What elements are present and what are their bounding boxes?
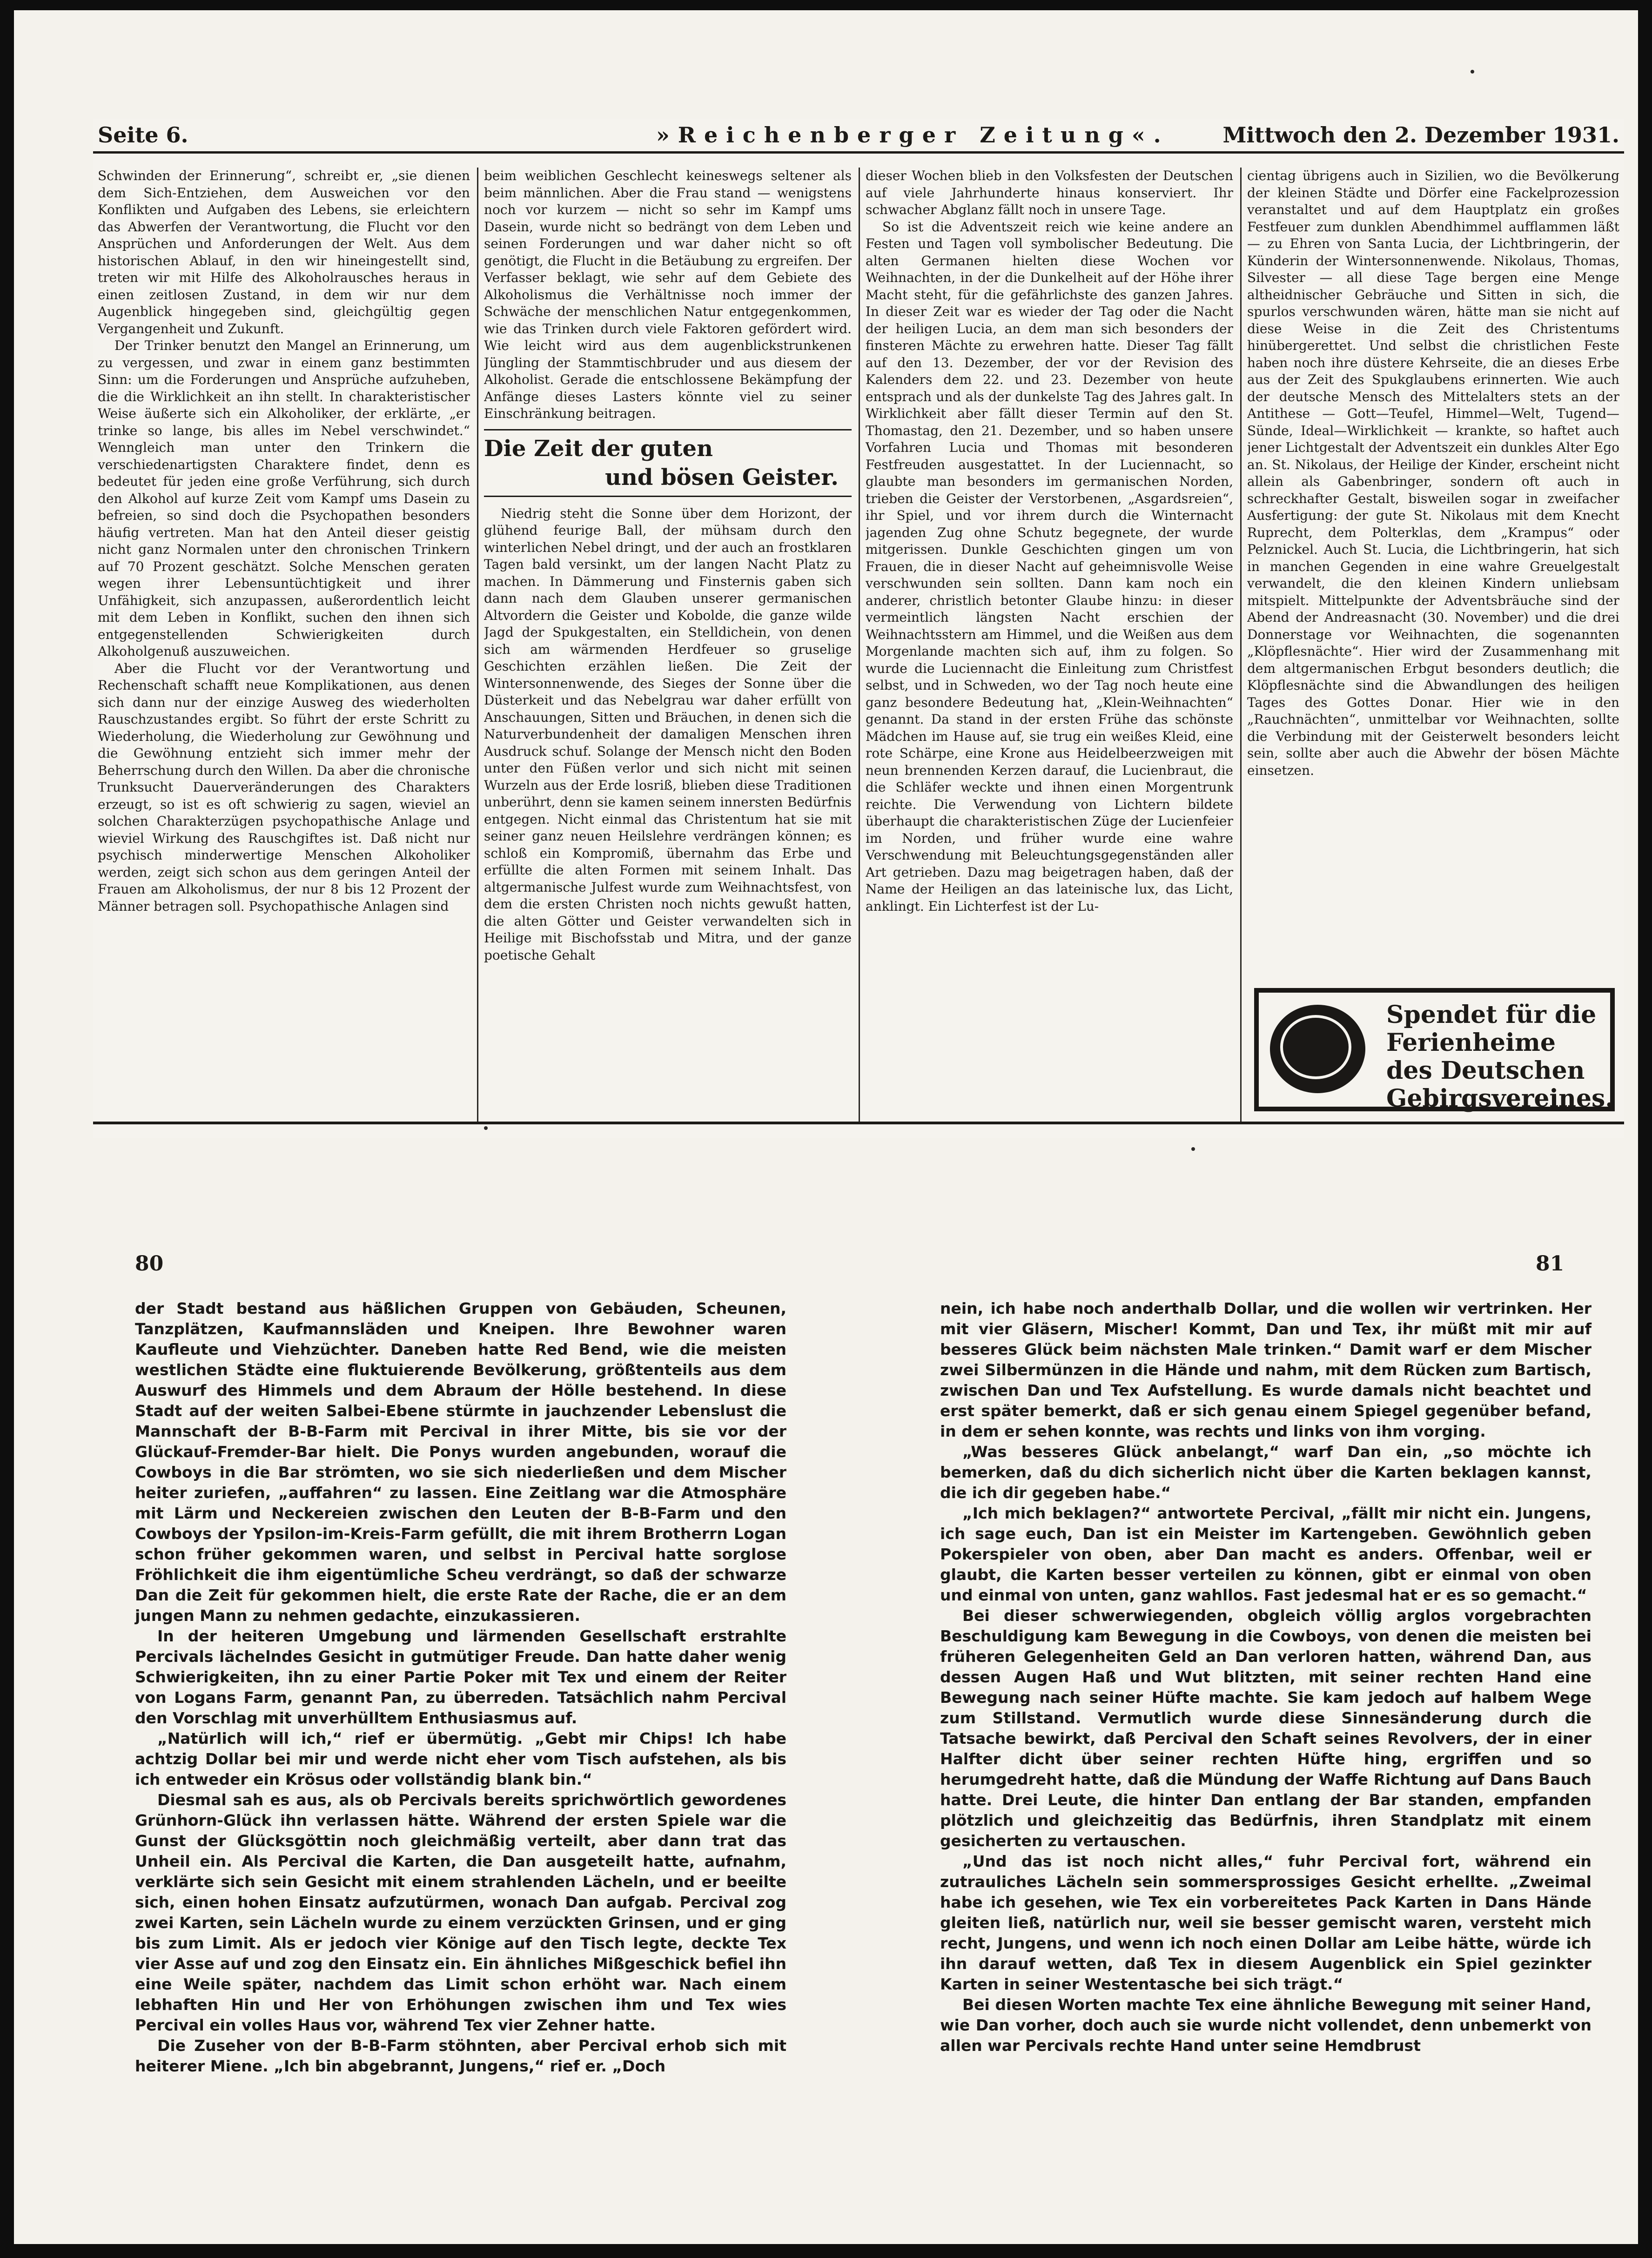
paragraph: So ist die Adventszeit reich wie keine andere an Festen und Tagen voll symbolischer Bedeutung. Die alten Germanen hielten diese Wochen vor Weihnachten, in der die Dunkelheit auf der Höhe ihrer Macht steht, für die gefährlichste des ganzen Jahres. In dieser Zeit war es wieder der Tag oder die Nacht der heiligen Lucia, an dem man sich besonders der finsteren Mächte zu erwehren hatte. Dieser Tag fällt auf den 13. Dezember, der vor der Revision des Kalenders dem 22. und 23. Dezember von heute entsprach und als der dunkelste Tag des Jahres galt. In Wirklichkeit aber fällt dieser Termin auf den St. Thomastag, den 21. Dezember, und so haben unsere Vorfahren Lucia und Thomas mit besonderen Festfreuden ausgestattet. In der Luciennacht, so glaubte man besonders im germanischen Norden, trieben die Geister der Verstorbenen, „Asgardsreien“, ihr Spiel, und vor ihrem durch die Winternacht jagenden Zug ohne Schutz begegnete, der wurde mitgerissen. Dunkle Geschichten gingen um von Frauen, die in dieser Nacht auf geheimnisvolle Weise verschwunden sein sollten. Dann kam noch ein anderer, christlich betonter Glaube hinzu: in dieser vermeintlich längsten Nacht erschien der Weihnachtsstern am Himmel, und die Weißen aus dem Morgenlande machten sich auf, ihm zu folgen. So wurde die Luciennacht die Einleitung zum Christfest selbst, und in Schweden, wo der Tag noch heute eine ganz besondere Bedeutung hat, „Klein-Weihnachten“ genannt. Da stand in der ersten Frühe das schönste Mädchen im Hause auf, sie trug ein weißes Kleid, eine rote Schärpe, eine Krone aus Heidelbeerzweigen mit neun brennenden Kerzen darauf, die Lucienbraut, die die Schläfer weckte und ihnen einen Morgentrunk reichte. Die Verwendung von Lichtern bildete überhaupt die charakteristischen Züge der Lucienfeier im Norden, und früher wurde eine wahre Verschwendung mit Beleuchtungsgegenständen aller Art getrieben. Dazu mag beigetragen haben, daß der Name der Heiligen an das lateinische lux, das Licht, anklingt. Ein Lichterfest ist der Lu-	[866, 219, 1233, 914]
masthead: »Reichenberger Zeitung«.	[656, 122, 1169, 148]
column-4	[1247, 168, 1619, 977]
paragraph: cientag übrigens auch in Sizilien, wo die Bevölkerung der kleinen Städte und Dörfer eine Fackelprozession veranstaltet und auf dem Hauptplatz ein großes Festfeuer zum dunklen Abendhimmel aufflammen läßt — zu Ehren von Santa Lucia, der Lichtbringerin, der Künderin der Wintersonnenwende. Nikolaus, Thomas, Silvester — all diese Tage bergen eine Menge altheidnischer Gebräuche und Sitten in sich, die spurlos verschwunden wären, hätte man sie nicht auf diese Weise in die Zeit des Christentums hinübergerettet. Und selbst die christlichen Feste haben noch ihre düstere Kehrseite, die an dieses Erbe aus der Zeit des Spukglaubens erinnerten. Wie auch der deutsche Mensch des Mittelalters stets an der Antithese — Gott—Teufel, Himmel—Welt, Tugend—Sünde, Ideal—Wirklichkeit — krankte, so haftet auch jener Lichtgestalt der Adventszeit ein dunkles Alter Ego an. St. Nikolaus, der Heilige der Kinder, erscheint nicht allein als Gabenbringer, sondern oft auch in schreckhafter Gestalt, bisweilen sogar in zweifacher Ausfertigung: der gute St. Nikolaus mit dem Knecht Ruprecht, dem Polterklas, dem „Krampus“ oder Pelznickel. Auch St. Lucia, die Lichtbringerin, hat sich in manchen Gegenden in eine wahre Greuelgestalt verwandelt, die den kleinen Kindern unliebsam mitspielt. Mittelpunkte der Adventsbräuche sind der Abend der Andreasnacht (30. November) und die drei Donnerstage vor Weihnachten, die sogenannten „Klöpflesnächte“. Hier wird der Zusammenhang mit dem altgermanischen Erbgut besonders deutlich; die Klöpflesnächte sind die Abwandlungen des heiligen Tages des Gottes Donar. Hier wie in den „Rauchnächten“, unmittelbar vor Weihnachten, sollte die Verbindung mit der Geisterwelt besonders leicht sein, sollte aber auch die Abwehr der bösen Mächte einsetzen.	[1247, 168, 1619, 778]
paragraph: der Stadt bestand aus häßlichen Gruppen von Gebäuden, Scheunen, Tanzplätzen, Kaufmannsläden und Kneipen. Ihre Bewohner waren Kaufleute und Viehzüchter. Daneben hatte Red Bend, wie die meisten westlichen Städte eine fluktuierende Bevölkerung, größtenteils aus dem Auswurf des Himmels und dem Abraum der Hölle bestehend. In diese Stadt auf der weiten Salbei-Ebene stürmte in jauchzender Lebenslust die Mannschaft der B-B-Farm mit Percival in ihrer Mitte, bis sie vor der Glückauf-Fremder-Bar hielt. Die Ponys wurden angebunden, worauf die Cowboys in die Bar strömten, wo sie sich niederließen und dem Mischer heiter zuriefen, „auffahren“ zu lassen. Eine Zeitlang war die Atmosphäre mit Lärm und Neckereien zwischen den Leuten der B-B-Farm und den Cowboys der Ypsilon-im-Kreis-Farm gefüllt, die mit ihrem Brotherrn Logan schon früher gekommen waren, und selbst in Percival hatte sorglose Fröhlichkeit die ihm eigentümliche Scheu verdrängt, so daß der schwarze Dan die Zeit für gekommen hielt, die erste Rate der Rache, die er an dem jungen Mann zu nehmen gedachte, einzukassieren.	[135, 1299, 786, 1625]
paragraph: Diesmal sah es aus, als ob Percivals bereits sprichwörtlich gewordenes Grünhorn-Glück ihn verlassen hätte. Während der ersten Spiele war die Gunst der Glücksgöttin noch gleichmäßig verteilt, aber dann trat das Unheil ein. Als Percival die Karten, die Dan ausgeteilt hatte, aufnahm, verklärte sich sein Gesicht mit einem strahlenden Lächeln, und er beeilte sich, einen hohen Einsatz aufzutürmen, wonach Dan aufgab. Percival zog zwei Karten, sein Lächeln wurde zu einem verzückten Grinsen, und er ging bis zum Limit. Als er jedoch vier Könige auf den Tisch legte, deckte Tex vier Asse auf und zog den Einsatz ein. Ein ähnliches Mißgeschick befiel ihn eine Weile später, nachdem das Limit schon erhöht war. Nach einem lebhaften Hin und Her von Erhöhungen zwischen ihm und Tex wies Percival ein volles Haus vor, während Tex vier Zehner hatte.	[135, 1791, 786, 2034]
article-title-line: und bösen Geister.	[605, 464, 839, 491]
book-page-left	[135, 1298, 786, 2229]
page-bottom-rule	[93, 1122, 1624, 1124]
column-rule	[859, 168, 860, 1122]
scan-speck	[1191, 1147, 1195, 1151]
column-rule	[477, 168, 478, 1122]
paragraph: „Was besseres Glück anbelangt,“ warf Dan ein, „so möchte ich bemerken, daß du dich sicherlich nicht über die Karten beklagen kannst, die ich dir gegeben habe.“	[940, 1443, 1592, 1502]
issue-date: Mittwoch den 2. Dezember 1931.	[1222, 122, 1619, 148]
paragraph: nein, ich habe noch anderthalb Dollar, und die wollen wir vertrinken. Her mit vier Gläsern, Mischer! Kommt, Dan und Tex, ihr müßt mit mir auf besseres Glück beim nächsten Male trinken.“ Damit warf er dem Mischer zwei Silbermünzen in die Hände und nahm, mit dem Rücken zum Bartisch, zwischen Dan und Tex Aufstellung. Es wurde damals nicht beachtet und erst später bemerkt, daß er sich genau einem Spiegel gegenüber befand, in dem er sehen konnte, was rechts und links von ihm vorging.	[940, 1299, 1592, 1440]
paragraph: „Und das ist noch nicht alles,“ fuhr Percival fort, während ein zutrauliches Lächeln sein sommersprossiges Gesicht erhellte. „Zweimal habe ich gesehen, wie Tex ein vorbereitetes Pack Karten in Dans Hände gleiten ließ, natürlich nur, weil sie besser gemischt waren, versteht mich recht, Jungens, und wenn ich noch einen Dollar am Leibe hätte, würde ich ihn darauf wetten, daß Tex in diesem Augenblick ein Spiel gezinkter Karten in seiner Westentasche bei sich trägt.“	[940, 1852, 1592, 1993]
association-emblem-icon	[1270, 1005, 1365, 1093]
page-label: Seite 6.	[98, 122, 188, 148]
column-3	[866, 168, 1233, 1117]
article-title-line: Die Zeit der guten	[484, 435, 713, 462]
advertisement	[1254, 988, 1615, 1111]
paragraph: Der Trinker benutzt den Mangel an Erinnerung, um zu vergessen, und zwar in einem ganz bestimmten Sinn: um die Forderungen und Ansprüche aufzuheben, die die Wirklichkeit an ihn stellt. In charakteristischer Weise äußerte sich ein Alkoholiker, der erklärte, „er trinke so lange, bis alles im Nebel verschwindet.“ Wenngleich man unter den Trinkern die verschiedenartigsten Charaktere findet, denn es bedeutet für jeden eine große Verführung, sich durch den Alkohol auf kurze Zeit vom Kampf ums Dasein zu befreien, so sind doch die Psychopathen besonders häufig vertreten. Man hat den Anteil dieser geistig nicht ganz Normalen unter den chronischen Trinkern auf 70 Prozent geschätzt. Solche Menschen geraten wegen ihrer Lebensuntüchtigkeit und ihrer Unfähigkeit, sich anzupassen, außerordentlich leicht mit dem Leben in Konflikt, suchen den ihnen sich entgegenstellenden Schwierigkeiten durch Alkoholgenuß auszuweichen.	[98, 338, 470, 659]
paragraph: Bei diesen Worten machte Tex eine ähnliche Bewegung mit seiner Hand, wie Dan vorher, doch auch sie wurde nicht vollendet, denn unbemerkt von allen war Percivals rechte Hand unter seine Hemdbrust	[940, 1996, 1592, 2055]
scan-speck	[1471, 70, 1474, 74]
article-title	[484, 429, 852, 497]
ad-text: Spendet für die Ferienheime des Deutschen Gebirgsvereines.	[1386, 1001, 1614, 1113]
column-1	[98, 168, 470, 1117]
paragraph: Aber die Flucht vor der Verantwortung und Rechenschaft schafft neue Komplikationen, aus denen sich dann nur der einzige Ausweg des wiederholten Rauschzustandes ergibt. So führt der erste Schritt zu Wiederholung, die Wiederholung zur Gewöhnung und die Gewöhnung entzieht sich immer mehr der Beherrschung durch den Willen. Da aber die chronische Trunksucht Dauerveränderungen des Charakters erzeugt, so ist es oft schwierig zu sagen, wieviel an solchen Charakterzügen psychopathische Anlage und wieviel Wirkung des Rauschgiftes ist. Daß nicht nur psychisch minderwertige Menschen Alkoholiker werden, zeigt sich schon aus dem geringen Anteil der Frauen am Alkoholismus, der nur 8 bis 12 Prozent der Männer betragen soll. Psychopathische Anlagen sind	[98, 660, 470, 914]
paragraph: Niedrig steht die Sonne über dem Horizont, der glühend feurige Ball, der mühsam durch den winterlichen Nebel dringt, und der auch an frostklaren Tagen bald versinkt, um der langen Nacht Platz zu machen. In Dämmerung und Finsternis gaben sich dann nach dem Glauben unserer germanischen Altvordern die Geister und Kobolde, die ganze wilde Jagd der Spukgestalten, ein Stelldichein, von denen sich am wärmenden Herdfeuer so gruselige Geschichten erzählen ließen. Die Zeit der Wintersonnenwende, des Sieges der Sonne über die Düsterkeit und das Nebelgrau war daher erfüllt von Anschauungen, Sitten und Bräuchen, in denen sich die Naturverbundenheit der damaligen Menschen ihren Ausdruck schuf. Solange der Mensch nicht den Boden unter den Füßen verlor und sich nicht mit seinen Wurzeln aus der Erde losriß, blieben diese Traditionen unberührt, denn sie kamen seinem innersten Bedürfnis entgegen. Nicht einmal das Christentum hat sie mit seiner ganz neuen Heilslehre verdrängen können; es schloß ein Kompromiß, übernahm das Erbe und erfüllte die alten Formen mit seinem Inhalt. Das altgermanische Julfest wurde zum Weihnachtsfest, von dem die ersten Christen noch nichts gewußt hatten, die alten Götter und Geister verwandelten sich in Heilige mit Bischofsstab und Mitra, und der ganze poetische Gehalt	[484, 505, 852, 963]
paragraph: beim weiblichen Geschlecht keineswegs seltener als beim männlichen. Aber die Frau stand — wenigstens noch vor kurzem — nicht so sehr im Kampf ums Dasein, wurde nicht so bedrängt von dem Leben und seinen Forderungen und war daher nicht so oft genötigt, die Flucht in die Betäubung zu ergreifen. Der Verfasser beklagt, wie sehr auf dem Gebiete des Alkoholismus die Verhältnisse noch immer der Schwäche der menschlichen Natur entgegenkommen, wie das Trinken durch viele Faktoren gefördert wird. Wie leicht wird aus dem augenblickstrunkenen Jüngling der Stammtischbruder und aus diesem der Alkoholist. Gerade die entschlossene Bekämpfung der Anfänge dieses Lasters könnte viel zu seiner Einschränkung beitragen.	[484, 168, 852, 421]
paragraph: dieser Wochen blieb in den Volksfesten der Deutschen auf viele Jahrhunderte hinaus konserviert. Ihr schwacher Abglanz fällt noch in unsere Tage.	[866, 168, 1233, 217]
newspaper-header	[93, 119, 1624, 154]
paragraph: Schwinden der Erinnerung“, schreibt er, „sie dienen dem Sich-Entziehen, dem Ausweichen vor den Konflikten und Aufgaben des Lebens, sie erleichtern das Abwerfen der Verantwortung, die Flucht vor den Ansprüchen und Anforderungen der Welt. Aus dem historischen Ablauf, in den wir hineingestellt sind, treten wir mit Hilfe des Alkoholrausches heraus in einen zeitlosen Zustand, in dem wir nur dem Augenblick hingegeben sind, gleichgültig gegen Vergangenheit und Zukunft.	[98, 168, 470, 336]
paragraph: „Ich mich beklagen?“ antwortete Percival, „fällt mir nicht ein. Jungens, ich sage euch, Dan ist ein Meister im Kartengeben. Gewöhnlich geben Pokerspieler von oben, aber Dan macht es anders. Offenbar, weil er glaubt, die Karten besser verteilen zu können, gibt er einmal von oben und einmal von unten, ganz wahllos. Fast jedesmal hat er es so gemacht.“	[940, 1504, 1592, 1604]
column-rule	[1240, 168, 1242, 1122]
paragraph: Die Zuseher von der B-B-Farm stöhnten, aber Percival erhob sich mit heiterer Miene. „Ich bin abgebrannt, Jungens,“ rief er. „Doch	[135, 2036, 786, 2075]
column-2	[484, 168, 852, 1117]
newspaper-page	[93, 119, 1624, 1138]
page-number-left: 80	[135, 1252, 164, 1276]
paragraph: „Natürlich will ich,“ rief er übermütig. „Gebt mir Chips! Ich habe achtzig Dollar bei mir und werde nicht eher vom Tisch aufstehen, als bis ich entweder ein Krösus oder vollständig blank bin.“	[135, 1729, 786, 1788]
page-number-right: 81	[1536, 1252, 1565, 1276]
paragraph: Bei dieser schwerwiegenden, obgleich völlig arglos vorgebrachten Beschuldigung kam Bewegung in die Cowboys, von denen die meisten bei früheren Gelegenheiten Geld an Dan verloren hatten, während Dan, aus dessen Augen Haß und Wut blitzten, mit seiner rechten Hand eine Bewegung nach seiner Hüfte machte. Sie kam jedoch auf halbem Wege zum Stillstand. Vermutlich wurde diese Sinnesänderung durch die Tatsache bewirkt, daß Percival den Schaft seines Revolvers, der in einer Halfter dicht über seiner rechten Hüfte hing, ergriffen und so herumgedreht hatte, daß die Mündung der Waffe Richtung auf Dans Bauch hatte. Drei Leute, die hinter Dan entlang der Bar standen, empfanden plötzlich und gleichzeitig das Bedürfnis, ihren Standplatz mit einem gesicherten zu vertauschen.	[940, 1606, 1592, 1850]
book-page-right	[940, 1298, 1592, 2229]
scan-speck	[484, 1126, 488, 1130]
paragraph: In der heiteren Umgebung und lärmenden Gesellschaft erstrahlte Percivals lächelndes Gesicht in gutmütiger Freude. Dan hatte daher wenig Schwierigkeiten, ihn zu einer Partie Poker mit Tex und einem der Reiter von Logans Farm, genannt Pan, zu überreden. Tatsächlich nahm Percival den Vorschlag mit unverhülltem Enthusiasmus auf.	[135, 1627, 786, 1727]
